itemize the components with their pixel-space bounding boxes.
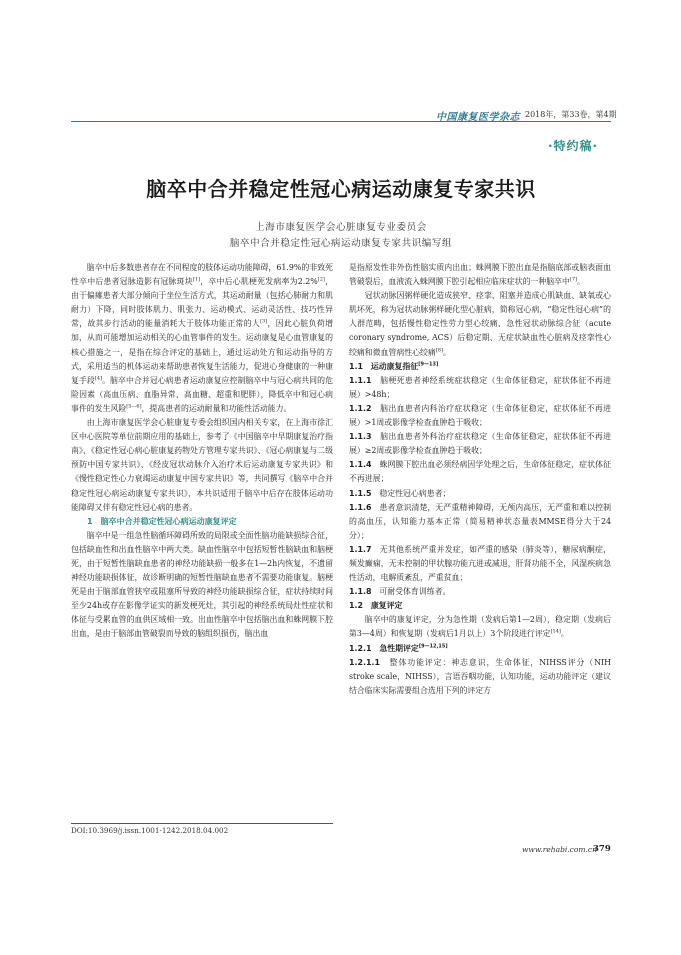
ref-mark[interactable]: [5—6] [126,403,142,410]
author-line-2: 脑卒中合并稳定性冠心病运动康复专家共识编写组 [229,238,453,249]
section-1-heading: 1 脑卒中合并稳定性冠心病运动康复评定 [87,516,237,526]
ref-mark[interactable]: [8] [435,346,443,353]
column-tag: ·特约稿· [548,139,599,153]
item-1-1-6: 1.1.6 患者意识清楚，无严重精神障碍，无颅内高压，无严重和难以控制的高血压，认知能力基本正常（简易精神状态量表MMSE得分大于24分）； [349,502,611,540]
author-line-1: 上海市康复医学会心脏康复专业委员会 [255,222,427,233]
section-1-2-1-heading: 1.2.1 急性期评定[9—12,15] [349,642,448,653]
right-column [349,261,611,698]
assessment-paragraph: 脑卒中的康复评定，分为急性期（发病后第1—2周），稳定期（发病后第3—4周）和恢复期（发病后1月以上）3个阶段进行评定[14]。 [349,615,611,639]
journal-logo: 中国康复医学杂志 [436,112,520,123]
item-1-1-4: 1.1.4 蛛网膜下腔出血必须经病因学处理之后，生命体征稳定，症状体征不再进展； [349,460,611,484]
ref-mark[interactable]: [9—12,15] [418,642,448,649]
item-1-1-1: 1.1.1 脑梗死患者神经系统症状稳定（生命体征稳定，症状体征不再进展）>48h； [349,375,611,399]
continued-paragraph: 是指原发性非外伤性脑实质内出血；蛛网膜下腔出血是指脑底部或脑表面血管破裂后，血液流入蛛网膜下腔引起相应临床症状的一种脑卒中[7]。 [349,263,611,287]
left-column [71,261,333,642]
footnote-rule [71,823,333,824]
ref-mark[interactable]: [7] [569,276,578,283]
ref-mark[interactable]: [9—13] [418,361,439,368]
ref-mark[interactable]: [3] [260,318,268,325]
footer-url[interactable]: www.rehabi.com.cn [522,845,597,854]
doi-line[interactable]: DOI:10.3969/j.issn.1001-1242.2018.04.002 [71,826,229,835]
item-1-2-1-1: 1.2.1.1 整体功能评定：神志意识，生命体征，NIHSS评分（NIH stroke scale，NIHSS），言语吞咽功能，认知功能，运动功能评定（建议结合临床实际需要组合选用下列的评定方 [349,657,611,695]
item-1-1-7: 1.1.7 无其他系统严重并发症，如严重的感染（肺炎等），糖尿病酮症，频发癫痫，无未控制的甲状腺功能亢进或减退，肝肾功能不全，风湿疾病急性活动，电解质紊乱，严重贫血； [349,544,611,583]
article-title: 脑卒中合并稳定性冠心病运动康复专家共识 [146,177,536,201]
section-1-2-heading: 1.2 康复评定 [349,601,403,611]
ref-mark[interactable]: [1] [192,276,200,283]
intro-paragraph-2: 由上海市康复医学会心脏康复专委会组织国内相关专家，在上海市徐汇区中心医院等单位前期应用的基础上，参考了《中国脑卒中早期康复治疗指南》、《稳定性冠心病心脏康复药物处方管理专家共识》、《冠心病康复与二级预防中国专家共识》、《经皮冠状动脉介入治疗术后运动康复专家共识》和《慢性稳定性心力衰竭运动康复中国专家共识》等，共同撰写《脑卒中合并稳定性冠心病运动康复专家共识》，本共识适用于脑卒中后存在肢体运动功能障碍又伴有稳定性冠心病的患者。 [71,418,333,512]
ref-mark[interactable]: [4] [94,375,102,382]
item-1-1-5: 1.1.5 稳定性冠心病患者； [349,488,451,498]
intro-paragraph-1: 脑卒中后多数患者存在不同程度的肢体运动功能障碍，61.9%的非致死性卒中后患者冠脉造影有冠脉斑块[1]，卒中后心肌梗死发病率为2.2%[2]，由于偏瘫患者大部分倾向于坐位生活方式，其运动耐量（包括心肺耐力和肌耐力）下降，同时肢体肌力、肌张力、运动模式、运动灵活性、技巧性异常，故其步行活动的能量消耗大于肢体功能正常的人[3]，因此心脏负荷增加，从而可能增加运动相关的心血管事件的发生。运动康复是心血管康复的核心措施之一，是指在综合评定的基础上，通过运动处方和运动指导的方式，采用适当的机体运动来帮助患者恢复生活能力，促进心身健康的一种康复手段[4]。脑卒中合并冠心病患者运动康复应控制脑卒中与冠心病共同的危险因素（高血压病、血脂异常、高血糖、超重和肥胖），降低卒中和冠心病事件的发生风险[5—6]，提高患者的运动耐量和功能性活动能力。 [71,263,333,413]
header-rule [71,121,611,122]
section-1-1-heading: 1.1 运动康复指征[9—13] [349,361,439,371]
ref-mark[interactable]: [14] [550,628,561,635]
issue-info: 2018年，第33卷，第4期 [525,110,617,119]
item-1-1-8: 1.1.8 可耐受体育训练者。 [349,587,451,597]
page-number: 379 [593,844,611,854]
item-1-1-2: 1.1.2 脑出血患者内科治疗症状稳定（生命体征稳定，症状体征不再进展）>1周或影像学检查血肿趋于吸收； [349,403,611,428]
item-1-1-3: 1.1.3 脑出血患者外科治疗症状稳定（生命体征稳定，症状体征不再进展）≥2周或影像学检查血肿趋于吸收； [349,432,611,456]
chd-definition-paragraph: 冠状动脉因粥样硬化造成狭窄、痉挛、阻塞并造成心肌缺血、缺氧或心肌坏死，称为冠状动脉粥样硬化型心脏病，简称冠心病，“稳定性冠心病”的人群范畴，包括慢性稳定性劳力型心绞痛、急性冠状动脉综合征（acute coronary syndrome, ACS）后稳定期、无症状缺血性心脏病及痉挛性心绞痛和微血管病性心绞痛[8]。 [349,291,611,357]
ref-mark[interactable]: [2] [317,276,325,283]
section-1-paragraph: 脑卒中是一组急性脑循环障碍所致的局限或全面性脑功能缺损综合征，包括缺血性和出血性脑卒中两大类。缺血性脑卒中包括短暂性脑缺血和脑梗死，由于短暂性脑缺血患者的神经功能缺损一般多在1—2h内恢复，不遗留神经功能缺损体征，故诊断明确的短暂性脑缺血患者不需要功能康复。脑梗死是由于脑部血管狭窄或阻塞所导致的神经功能缺损综合征，症状持续时间至少24h或存在影像学证实的新发梗死灶，其引起的神经系统局灶性症状和体征与受累血管的血供区域相一致。出血性脑卒中包括脑出血和蛛网膜下腔出血，是由于脑部血管破裂而导致的脑组织损伤，脑出血 [71,530,333,639]
